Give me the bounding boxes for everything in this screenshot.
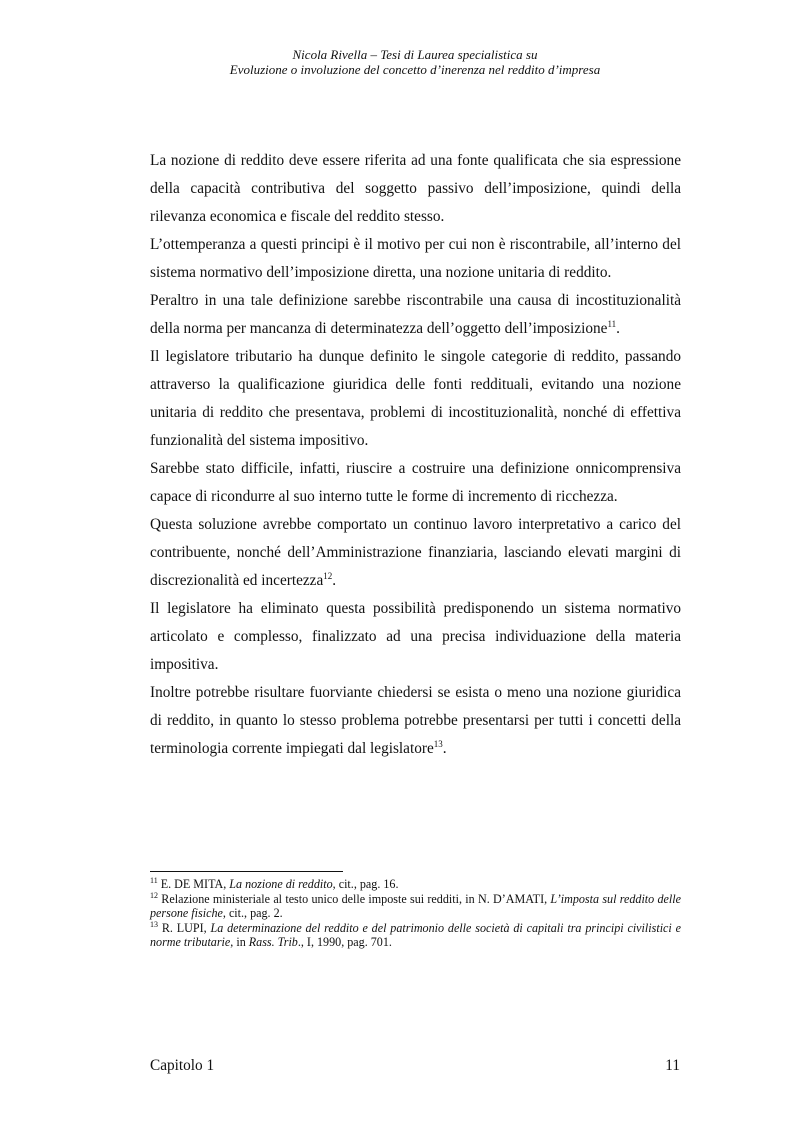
body-text (150, 147, 681, 763)
footnote (150, 921, 681, 950)
header-line-title: Evoluzione o involuzione del concetto d’inerenza nel reddito d’impresa (229, 62, 601, 77)
footnote-title: La determinazione del reddito e del patrimonio delle società di capitali tra principi civilistici e norme tributarie (150, 920, 681, 949)
footnote-number: 13 (150, 919, 158, 929)
footnote-number: 12 (150, 890, 158, 900)
footnote-text: Relazione ministeriale al testo unico delle imposte sui redditi, in N. D’AMATI, (158, 891, 551, 906)
footnote-text: , cit., pag. 2. (222, 906, 283, 920)
footnote-number: 11 (150, 875, 158, 885)
paragraph: L’ottemperanza a questi principi è il motivo per cui non è riscontrabile, all’interno del sistema normativo dell’imposizione diretta, una nozione unitaria di reddito. (150, 236, 681, 281)
paragraph: Il legislatore tributario ha dunque definito le singole categorie di reddito, passando attraverso la qualificazione giuridica delle fonti reddituali, evitando una nozione unitaria di reddito che presentava, problemi di incostituzionalità, nonché di effettiva funzionalità del sistema impositivo. (150, 348, 681, 449)
footnote-divider (150, 871, 343, 872)
paragraph: Il legislatore ha eliminato questa possibilità predisponendo un sistema normativo articolato e complesso, finalizzato ad una precisa individuazione della materia impositiva. (150, 600, 681, 673)
footnote-ref[interactable]: 11 (607, 318, 617, 329)
footnote-ref[interactable]: 13 (433, 738, 443, 749)
footnote (150, 892, 681, 921)
footnote-title: La nozione di reddito (229, 877, 333, 891)
punctuation: . (616, 320, 620, 337)
footnote-journal: Rass. Trib (248, 935, 298, 949)
paragraph (150, 511, 681, 595)
footnote-text: E. DE MITA, (157, 877, 230, 891)
footer-chapter: Capitolo 1 (150, 1057, 215, 1074)
footnote-title: L’imposta sul reddito delle persone fisiche (150, 891, 682, 920)
paragraph-text: Peraltro in una tale definizione sarebbe riscontrabile una causa di incostituzionalità della norma per mancanza di determinatezza dell’oggetto dell’imposizione (150, 292, 681, 337)
paragraph-text: Questa soluzione avrebbe comportato un continuo lavoro interpretativo a carico del contribuente, nonché dell’Amministrazione finanziaria, lasciando elevati margini di discrezionalità ed incertezza (150, 516, 681, 589)
header-line-author: Nicola Rivella – Tesi di Laurea specialistica su (292, 47, 538, 62)
punctuation: . (332, 572, 337, 589)
footnote-text: R. LUPI, (158, 920, 211, 935)
paragraph: La nozione di reddito deve essere riferita ad una fonte qualificata che sia espressione della capacità contributiva del soggetto passivo dell’imposizione, quindi della rilevanza economica e fiscale del reddito stesso. (150, 152, 681, 225)
paragraph: Sarebbe stato difficile, infatti, riuscire a costruire una definizione onnicomprensiva capace di ricondurre al suo interno tutte le forme di incremento di ricchezza. (150, 460, 681, 505)
paragraph (150, 679, 681, 763)
footnote-text: ., I, 1990, pag. 701. (297, 935, 392, 949)
running-header (150, 47, 680, 77)
paragraph (150, 287, 681, 343)
page-number: 11 (665, 1057, 680, 1074)
punctuation: . (442, 740, 447, 757)
footnote (150, 877, 681, 892)
paragraph-text: Inoltre potrebbe risultare fuorviante chiedersi se esista o meno una nozione giuridica di reddito, in quanto lo stesso problema potrebbe presentarsi per tutti i concetti della terminologia corrente impiegati dal legislatore (150, 684, 681, 757)
footnotes (150, 877, 681, 950)
footnote-text: , in (230, 935, 249, 949)
footnote-text: , cit., pag. 16. (332, 877, 399, 891)
footnote-ref[interactable]: 12 (323, 570, 333, 581)
